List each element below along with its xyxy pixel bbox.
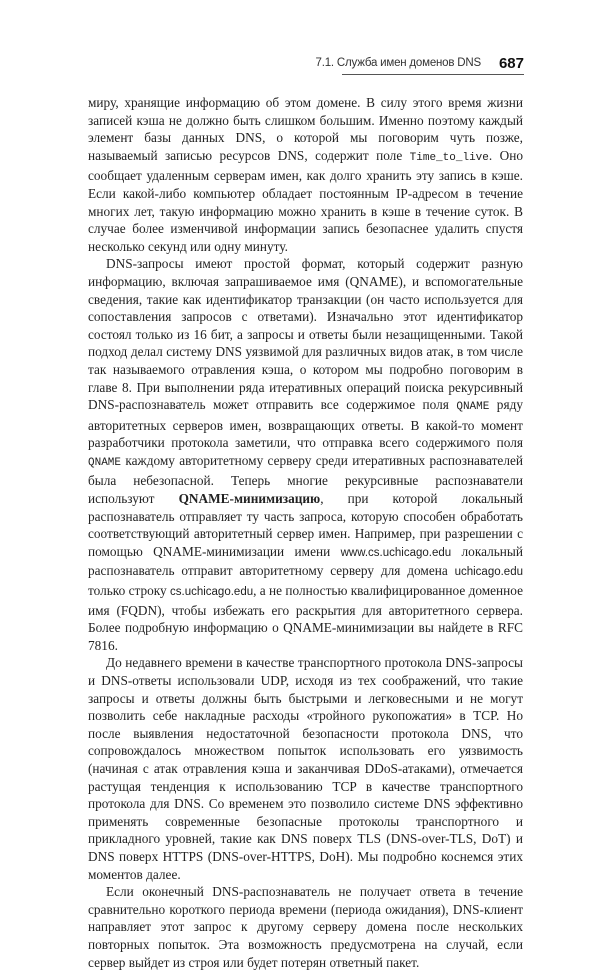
section-title: 7.1. Служба имен доменов DNS: [315, 57, 481, 69]
running-header: [90, 52, 524, 74]
code-qname: QNAME: [456, 401, 490, 414]
paragraph-4: Если оконечный DNS-распознаватель не получает ответа в течение сравнительно короткого периода времени (периода ожидания), DNS-клиент направляет этот запрос к другому серверу домена после нескольких повторных попыток. Эта возможность предусмотрена на случай, если сервер выйдет из строя или будет потерян ответный пакет.: [88, 884, 523, 970]
body-text: [88, 94, 523, 971]
url-uchicago: uchicago.edu: [454, 566, 523, 579]
page-number: 687: [498, 54, 524, 72]
code-time-to-live: Time_to_live: [409, 151, 489, 164]
url-cs-uchicago: cs.uchicago.edu: [170, 586, 254, 599]
paragraph-2: DNS-запросы имеют простой формат, который содержит разную информацию, включая запрашиваемое имя (QNAME), и вспомогательные сведения, такие как идентификатор транзакции (он часто используется для сопоставления запросов с ответами). Изначально этот идентификатор состоял только из 16 бит, а запросы и ответы были незащищенными. Такой подход делал систему DNS уязвимой для различных видов атак, в том числе так называемого отравления кэша, о котором мы подробно поговорим в главе 8. При выполнении ряда итеративных операций поиска рекурсивный DNS-распознаватель может отправить все содержимое поля QNAME ряду авторитетных серверов имен, возвращающих ответы. В какой-то момент разработчики протокола заметили, что отправка всего содержимого поля QNAME каждому авторитетному серверу среди итеративных распознавателей была небезопасной. Теперь многие рекурсивные распознаватели используют QNAME-минимизацию, при которой локальный распознаватель отправляет ту часть запроса, которую способен обработать соответствующий авторитетный сервер имен. Например, при разрешении с помощью QNAME-минимизации имени www.cs.uchicago.edu локальный распознаватель отправит авторитетному серверу для домена uchicago.edu только строку cs.uchicago.edu, а не полностью квалифицированное доменное имя (FQDN), чтобы избежать его раскрытия для авторитетного сервера. Более подробную информацию о QNAME-минимизации вы найдете в RFC 7816.: [88, 256, 524, 653]
term-qname-minimization: QNAME-минимизацию: [178, 491, 321, 507]
url-www-cs-uchicago: www.cs.uchicago.edu: [340, 546, 452, 559]
header-rule: [342, 74, 524, 75]
paragraph-3: До недавнего времени в качестве транспортного протокола DNS-запросы и DNS-ответы использовали UDP, исходя из тех соображений, что такие запросы и ответы должны быть быстрыми и легковесными и не могут позволить себе накладные расходы «тройного рукопожатия» в TCP. Но после выявления недостаточной безопасности протокола DNS, что сопровождалось множеством попыток использовать его уязвимость (начиная с атак отравления кэша и заканчивая DDoS-атаками), отмечается растущая тенденция к использованию TCP в качестве транспортного протокола для DNS. Со временем это позволило системе DNS эффективно применять современные безопасные протоколы транспортного и прикладного уровней, такие как DNS поверх TLS (DNS-over-TLS, DoT) и DNS поверх HTTPS (DNS-over-HTTPS, DoH). Мы подробно коснемся этих моментов далее.: [88, 655, 523, 882]
paragraph-1: миру, хранящие информацию об этом домене. В силу этого время жизни записей кэша не должно быть слишком большим. Именно поэтому каждый элемент базы данных DNS, о которой мы поговорим чуть позже, называемый записью ресурсов DNS, содержит поле Time_to_live. Оно сообщает удаленным серверам имен, как долго хранить эту запись в кэше. Если какой-либо компьютер обладает постоянным IP-адресом в течение многих лет, такую информацию можно хранить в кэше в течение суток. В случае более изменчивой информации запись безопаснее удалить спустя несколько секунд или одну минуту.: [88, 95, 523, 254]
code-qname: QNAME: [88, 456, 122, 469]
